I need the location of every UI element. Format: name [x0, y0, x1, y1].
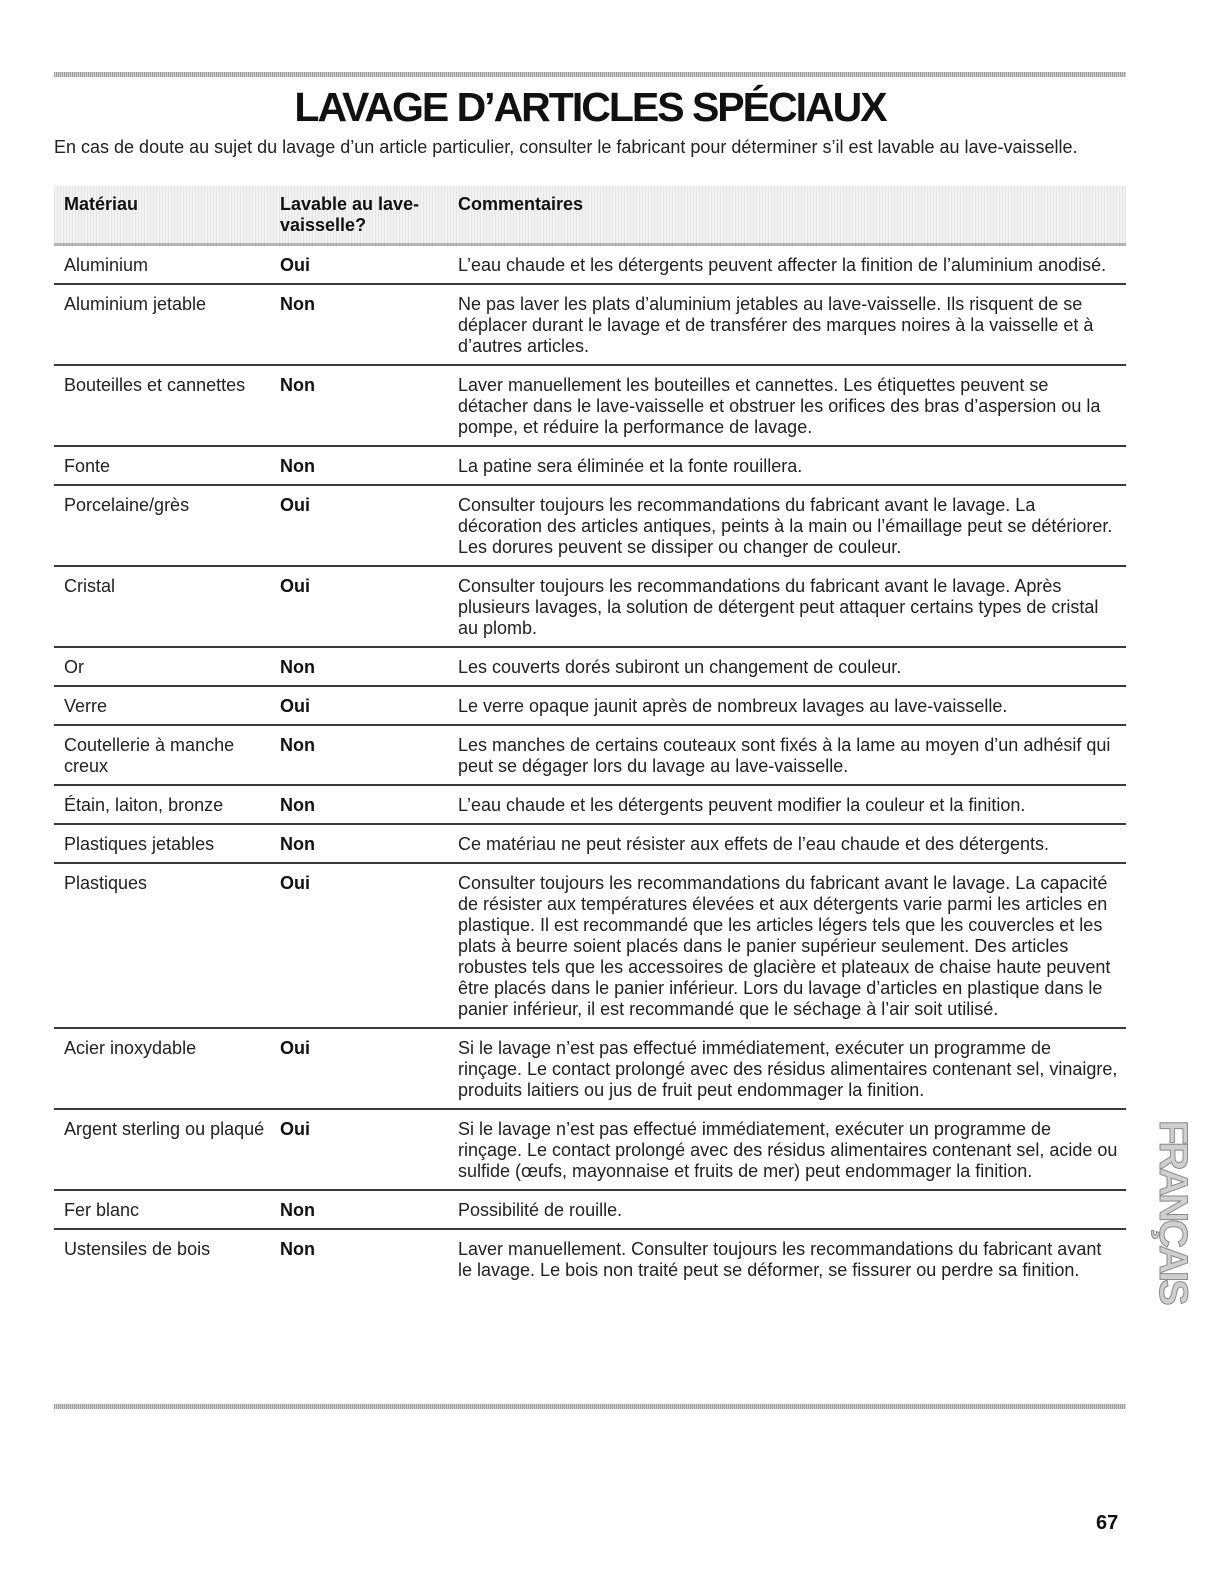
row-material: Coutellerie à manche creux [64, 735, 235, 776]
header-washable: Lavable au lave-vaisselle? [280, 194, 420, 235]
table-row [54, 1110, 1126, 1191]
row-washable: Non [280, 375, 315, 395]
row-material: Cristal [64, 576, 116, 596]
table-row [54, 1230, 1126, 1288]
table-header [54, 186, 1126, 246]
row-material: Fonte [64, 456, 111, 476]
table-row [54, 567, 1126, 648]
row-comment: Les manches de certains couteaux sont fixés à la lame au moyen d’un adhésif qui peut se dégager lors du lavage au lave-vaisselle. [458, 735, 1111, 776]
table-row [54, 366, 1126, 447]
header-material: Matériau [64, 194, 139, 214]
row-washable: Non [280, 735, 315, 755]
row-washable: Non [280, 456, 315, 476]
row-comment: L’eau chaude et les détergents peuvent affecter la finition de l’aluminium anodisé. [458, 255, 1107, 275]
table-row [54, 726, 1126, 786]
table-row [54, 1191, 1126, 1230]
table-row [54, 825, 1126, 864]
table-row [54, 687, 1126, 726]
row-washable: Non [280, 834, 315, 854]
row-comment: Si le lavage n’est pas effectué immédiatement, exécuter un programme de rinçage. Le contact prolongé avec des résidus alimentaires contenant sel, vinaigre, produits laitiers ou jus de fruit peut endommager la finition. [458, 1038, 1118, 1100]
row-comment: Consulter toujours les recommandations du fabricant avant le lavage. La décoration des articles antiques, peints à la main ou l’émaillage peut se détériorer. Les dorures peuvent se dissiper ou changer de couleur. [458, 495, 1113, 557]
bottom-rule [54, 1404, 1126, 1409]
row-material: Étain, laiton, bronze [64, 795, 224, 815]
row-material: Argent sterling ou plaqué [64, 1119, 265, 1139]
row-material: Or [64, 657, 84, 677]
row-material: Aluminium [64, 255, 149, 275]
top-rule [54, 72, 1126, 77]
row-comment: Ne pas laver les plats d’aluminium jetables au lave-vaisselle. Ils risquent de se déplacer durant le lavage et de transférer des marques noires à la vaisselle et à d’autres articles. [458, 294, 1094, 356]
table-body [54, 246, 1126, 1288]
row-material: Plastiques [64, 873, 148, 893]
row-washable: Non [280, 657, 315, 677]
table-row [54, 864, 1126, 1029]
row-comment: Consulter toujours les recommandations du fabricant avant le lavage. Après plusieurs lavages, la solution de détergent peut attaquer certains types de cristal au plomb. [458, 576, 1099, 638]
table-row [54, 486, 1126, 567]
intro-paragraph: En cas de doute au sujet du lavage d’un article particulier, consulter le fabricant pour déterminer s’il est lavable au lave-vaisselle. [54, 137, 1078, 157]
row-washable: Oui [280, 1119, 310, 1139]
row-material: Fer blanc [64, 1200, 140, 1220]
row-comment: Si le lavage n’est pas effectué immédiatement, exécuter un programme de rinçage. Le contact prolongé avec des résidus alimentaires contenant sel, acide ou sulfide (œufs, mayonnaise et fruits de mer) peut endommager la finition. [458, 1119, 1118, 1181]
table-row [54, 285, 1126, 366]
row-material: Ustensiles de bois [64, 1239, 211, 1259]
row-washable: Oui [280, 576, 310, 596]
row-comment: Laver manuellement les bouteilles et cannettes. Les étiquettes peuvent se détacher dans le lave-vaisselle et obstruer les orifices des bras d’aspersion ou la pompe, et réduire la performance de lavage. [458, 375, 1101, 437]
row-washable: Oui [280, 873, 310, 893]
special-items-table [54, 186, 1126, 1288]
table-row [54, 1029, 1126, 1110]
header-comments: Commentaires [458, 194, 584, 214]
row-material: Porcelaine/grès [64, 495, 190, 515]
row-washable: Non [280, 795, 315, 815]
table-row [54, 786, 1126, 825]
row-washable: Non [280, 1239, 315, 1259]
row-comment: La patine sera éliminée et la fonte rouillera. [458, 456, 803, 476]
row-material: Bouteilles et cannettes [64, 375, 246, 395]
language-side-tab [1150, 1082, 1194, 1340]
row-comment: Laver manuellement. Consulter toujours les recommandations du fabricant avant le lavage. Le bois non traité peut se déformer, se fissurer ou perdre sa finition. [458, 1239, 1102, 1280]
row-comment: Possibilité de rouille. [458, 1200, 623, 1220]
row-comment: Consulter toujours les recommandations du fabricant avant le lavage. La capacité de résister aux températures élevées et aux détergents varie parmi les articles en plastique. Il est recommandé que les articles légers tels que les couvercles et les plats à beurre soient placés dans le panier supérieur seulement. Des articles robustes tels que les accessoires de glacière et plateaux de chaise haute peuvent être placés dans le panier inférieur. Lors du lavage d’articles en plastique dans le panier inférieur, il est recommandé que le séchage à l’air soit utilisé. [458, 873, 1111, 1019]
table-row [54, 447, 1126, 486]
row-comment: Les couverts dorés subiront un changement de couleur. [458, 657, 902, 677]
row-washable: Oui [280, 1038, 310, 1058]
table-row [54, 246, 1126, 285]
row-material: Plastiques jetables [64, 834, 215, 854]
row-material: Verre [64, 696, 108, 716]
row-comment: Ce matériau ne peut résister aux effets de l’eau chaude et des détergents. [458, 834, 1050, 854]
page-title: LAVAGE D’ARTICLES SPÉCIAUX [294, 84, 886, 130]
row-washable: Oui [280, 696, 310, 716]
row-comment: Le verre opaque jaunit après de nombreux lavages au lave-vaisselle. [458, 696, 1008, 716]
row-comment: L’eau chaude et les détergents peuvent modifier la couleur et la finition. [458, 795, 1026, 815]
row-material: Aluminium jetable [64, 294, 207, 314]
row-washable: Non [280, 1200, 315, 1220]
row-washable: Oui [280, 495, 310, 515]
table-row [54, 648, 1126, 687]
row-washable: Oui [280, 255, 310, 275]
row-material: Acier inoxydable [64, 1038, 197, 1058]
page-number: 67 [1096, 1512, 1119, 1534]
side-tab-label: FRANÇAIS [1150, 1119, 1195, 1303]
row-washable: Non [280, 294, 315, 314]
